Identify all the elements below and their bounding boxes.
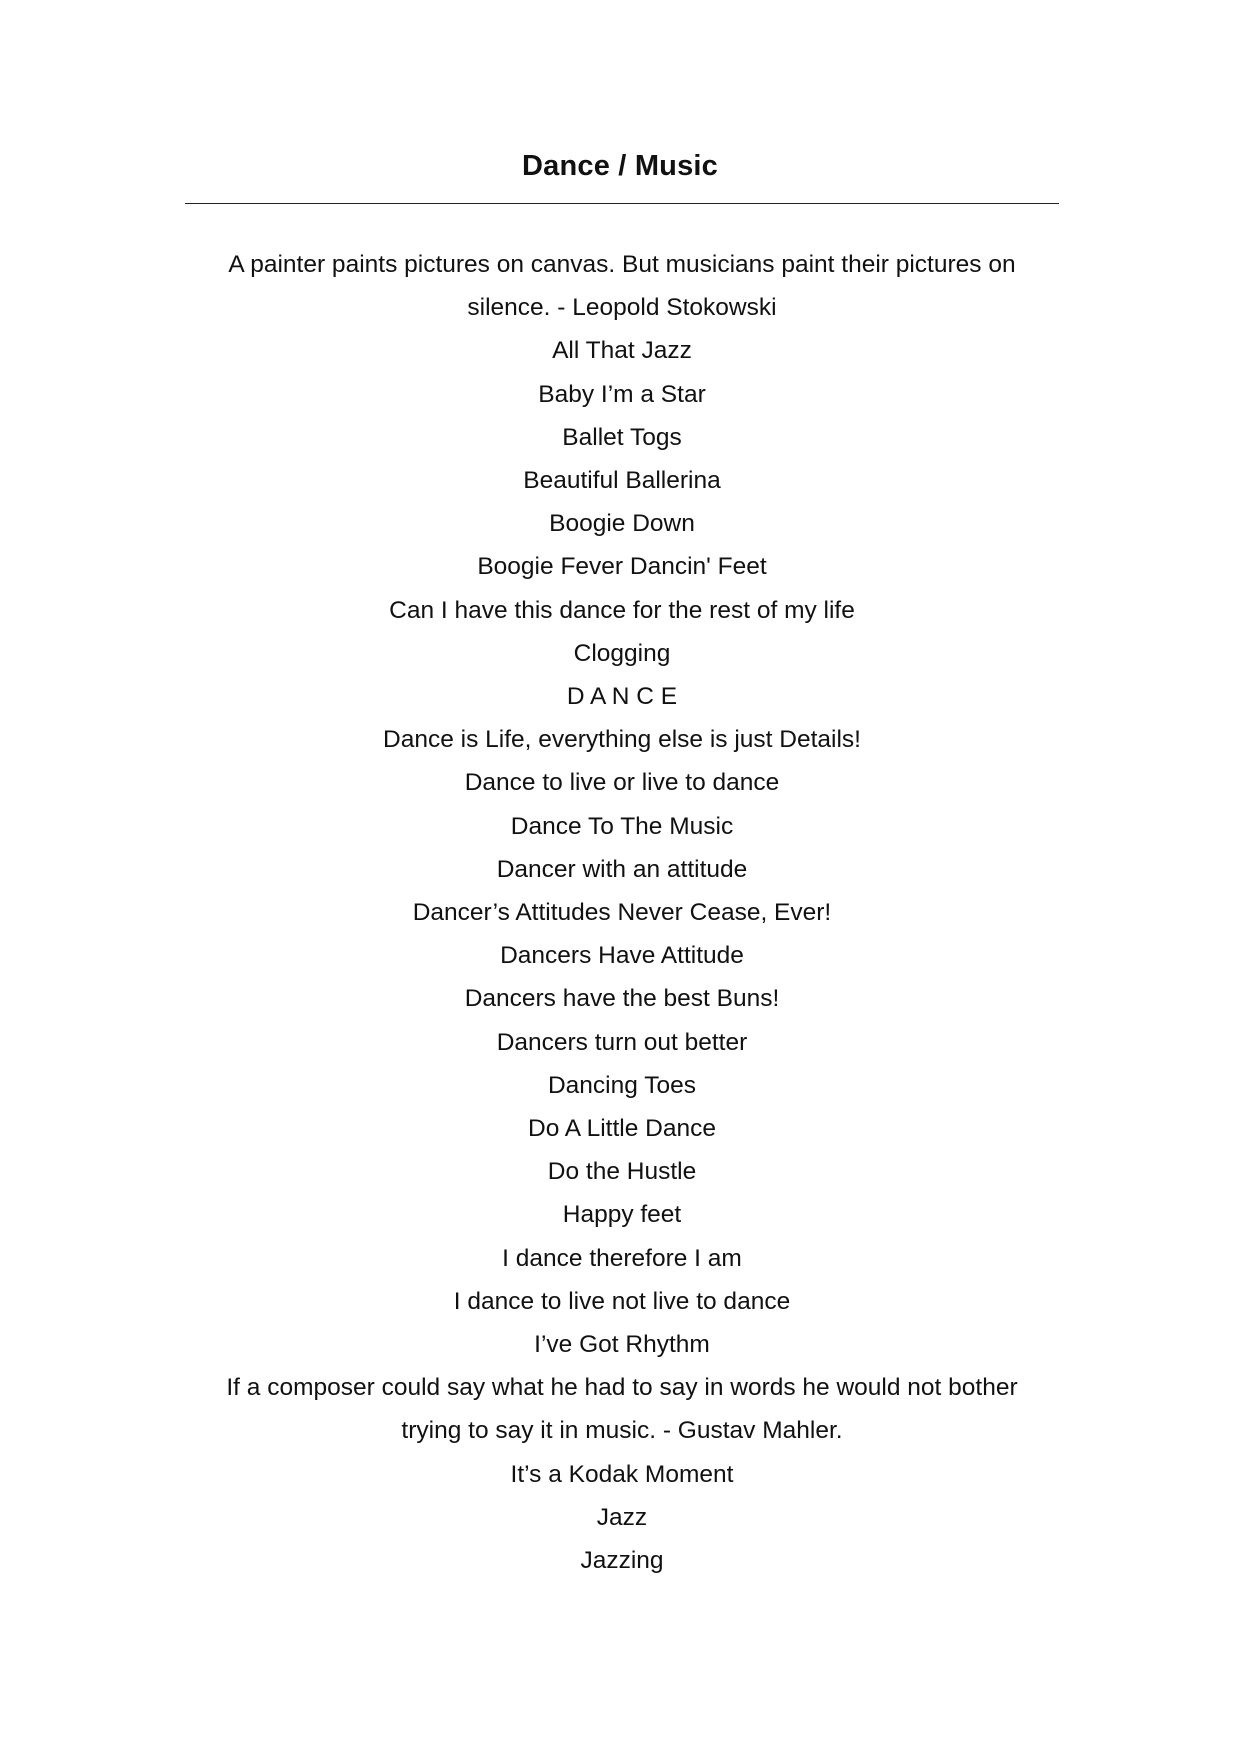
list-item: All That Jazz — [552, 337, 692, 365]
list-item: A painter paints pictures on canvas. But musicians paint their pictures on — [228, 251, 1016, 278]
title-divider — [185, 203, 1059, 204]
list-item: Baby I’m a Star — [538, 380, 706, 408]
list-item: Boogie Fever Dancin' Feet — [477, 553, 767, 581]
list-item: If a composer could say what he had to say in words he would not bother — [226, 1374, 1018, 1402]
list-item: Do the Hustle — [547, 1158, 697, 1186]
list-item: I dance to live not live to dance — [453, 1287, 791, 1315]
list-item: Jazz — [596, 1503, 648, 1531]
list-item: trying to say it in music. - Gustav Mahler. — [401, 1417, 843, 1445]
list-item: Dancers have the best Buns! — [464, 985, 780, 1013]
list-item: Beautiful Ballerina — [523, 467, 721, 495]
list-item: D A N C E — [566, 683, 678, 711]
list-item: Dancer with an attitude — [496, 855, 748, 883]
list-item: Dancer’s Attitudes Never Cease, Ever! — [412, 899, 832, 927]
list-item: Jazzing — [580, 1547, 664, 1575]
list-item: Ballet Togs — [562, 423, 682, 451]
list-item: I’ve Got Rhythm — [534, 1331, 710, 1359]
list-item: Do A Little Dance — [528, 1115, 716, 1143]
list-item: Dancers Have Attitude — [500, 942, 744, 970]
list-item: Happy feet — [562, 1201, 682, 1229]
list-item: Dance to live or live to dance — [464, 769, 780, 797]
list-item: silence. - Leopold Stokowski — [467, 294, 777, 322]
list-item: I dance therefore I am — [502, 1244, 742, 1272]
list-item: Clogging — [573, 639, 671, 667]
list-item: Dance is Life, everything else is just Details! — [383, 726, 861, 754]
page-title: Dance / Music — [522, 150, 718, 182]
list-item: Dancers turn out better — [496, 1028, 748, 1056]
entry-list — [185, 243, 1059, 1582]
list-item: Boogie Down — [549, 510, 695, 538]
list-item: It’s a Kodak Moment — [510, 1460, 734, 1488]
list-item: Can I have this dance for the rest of my life — [389, 596, 855, 624]
list-item: Dancing Toes — [547, 1071, 696, 1099]
list-item: Dance To The Music — [510, 812, 734, 840]
